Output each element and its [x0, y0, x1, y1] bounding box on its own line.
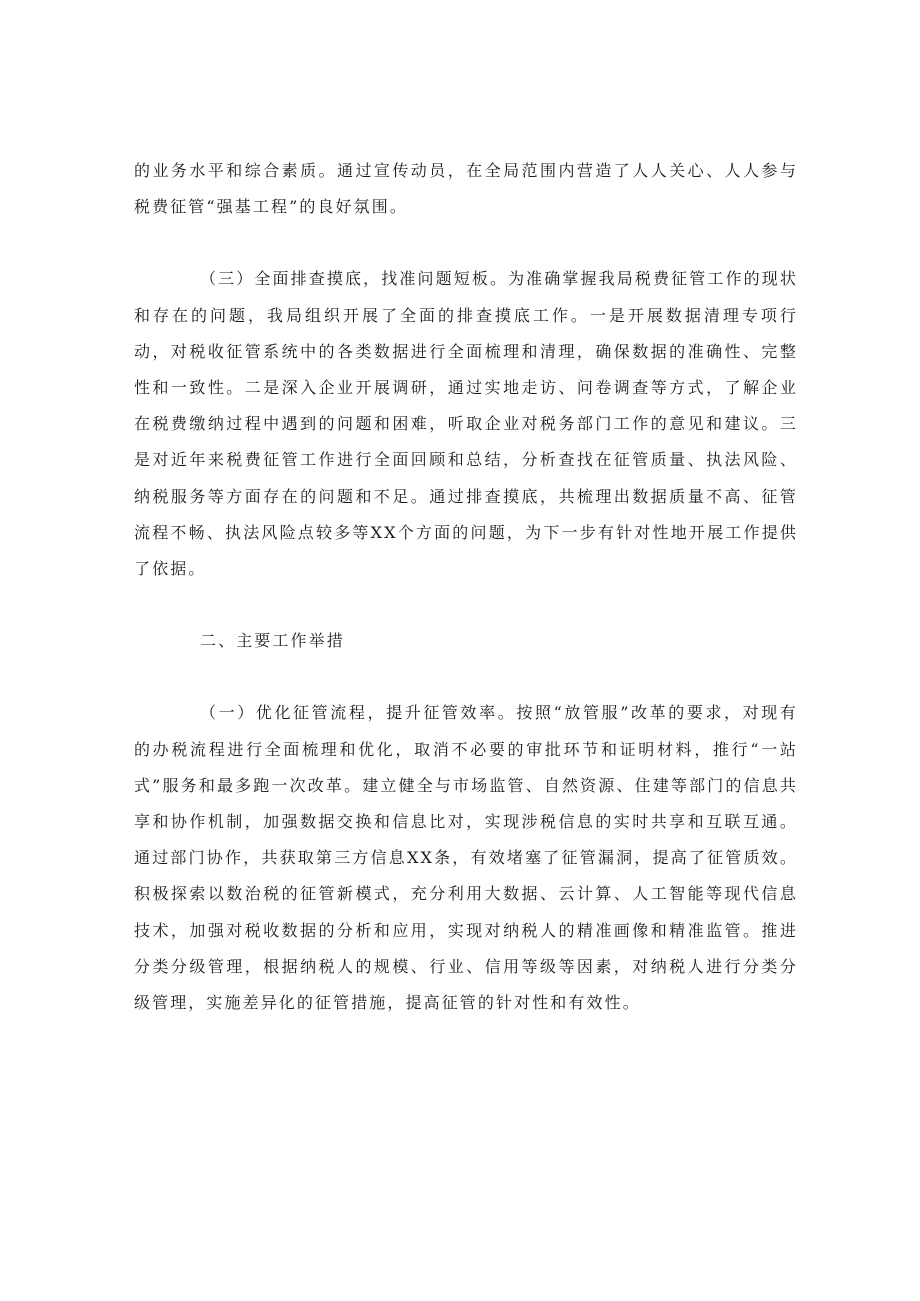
section-heading: 二、主要工作举措: [200, 631, 345, 651]
paragraph-spacer: [134, 659, 798, 695]
paragraph-spacer: [134, 587, 798, 623]
document-body: [134, 153, 798, 1021]
paragraph-spacer: [134, 225, 798, 261]
paragraph-section-one: （一）优化征管流程，提升征管效率。按照“放管服”改革的要求，对现有的办税流程进行全面梳理和优化，取消不必要的审批环节和证明材料，推行“一站式”服务和最多跑一次改革。建立健全与市场监管、自然资源、住建等部门的信息共享和协作机制，加强数据交换和信息比对，实现涉税信息的实时共享和互联互通。通过部门协作，共获取第三方信息XX条，有效堵塞了征管漏洞，提高了征管质效。积极探索以数治税的征管新模式，充分利用大数据、云计算、人工智能等现代信息技术，加强对税收数据的分析和应用，实现对纳税人的精准画像和精准监管。推进分类分级管理，根据纳税人的规模、行业、信用等级等因素，对纳税人进行分类分级管理，实施差异化的征管措施，提高征管的针对性和有效性。: [134, 703, 798, 1013]
paragraph-section-three: （三）全面排查摸底，找准问题短板。为准确掌握我局税费征管工作的现状和存在的问题，我局组织开展了全面的排查摸底工作。一是开展数据清理专项行动，对税收征管系统中的各类数据进行全面梳理和清理，确保数据的准确性、完整性和一致性。二是深入企业开展调研，通过实地走访、问卷调查等方式，了解企业在税费缴纳过程中遇到的问题和困难，听取企业对税务部门工作的意见和建议。三是对近年来税费征管工作进行全面回顾和总结，分析查找在征管质量、执法风险、纳税服务等方面存在的问题和不足。通过排查摸底，共梳理出数据质量不高、征管流程不畅、执法风险点较多等XX个方面的问题，为下一步有针对性地开展工作提供了依据。: [134, 269, 798, 579]
paragraph-continuation: 的业务水平和综合素质。通过宣传动员，在全局范围内营造了人人关心、人人参与税费征管“强基工程”的良好氛围。: [134, 161, 798, 217]
